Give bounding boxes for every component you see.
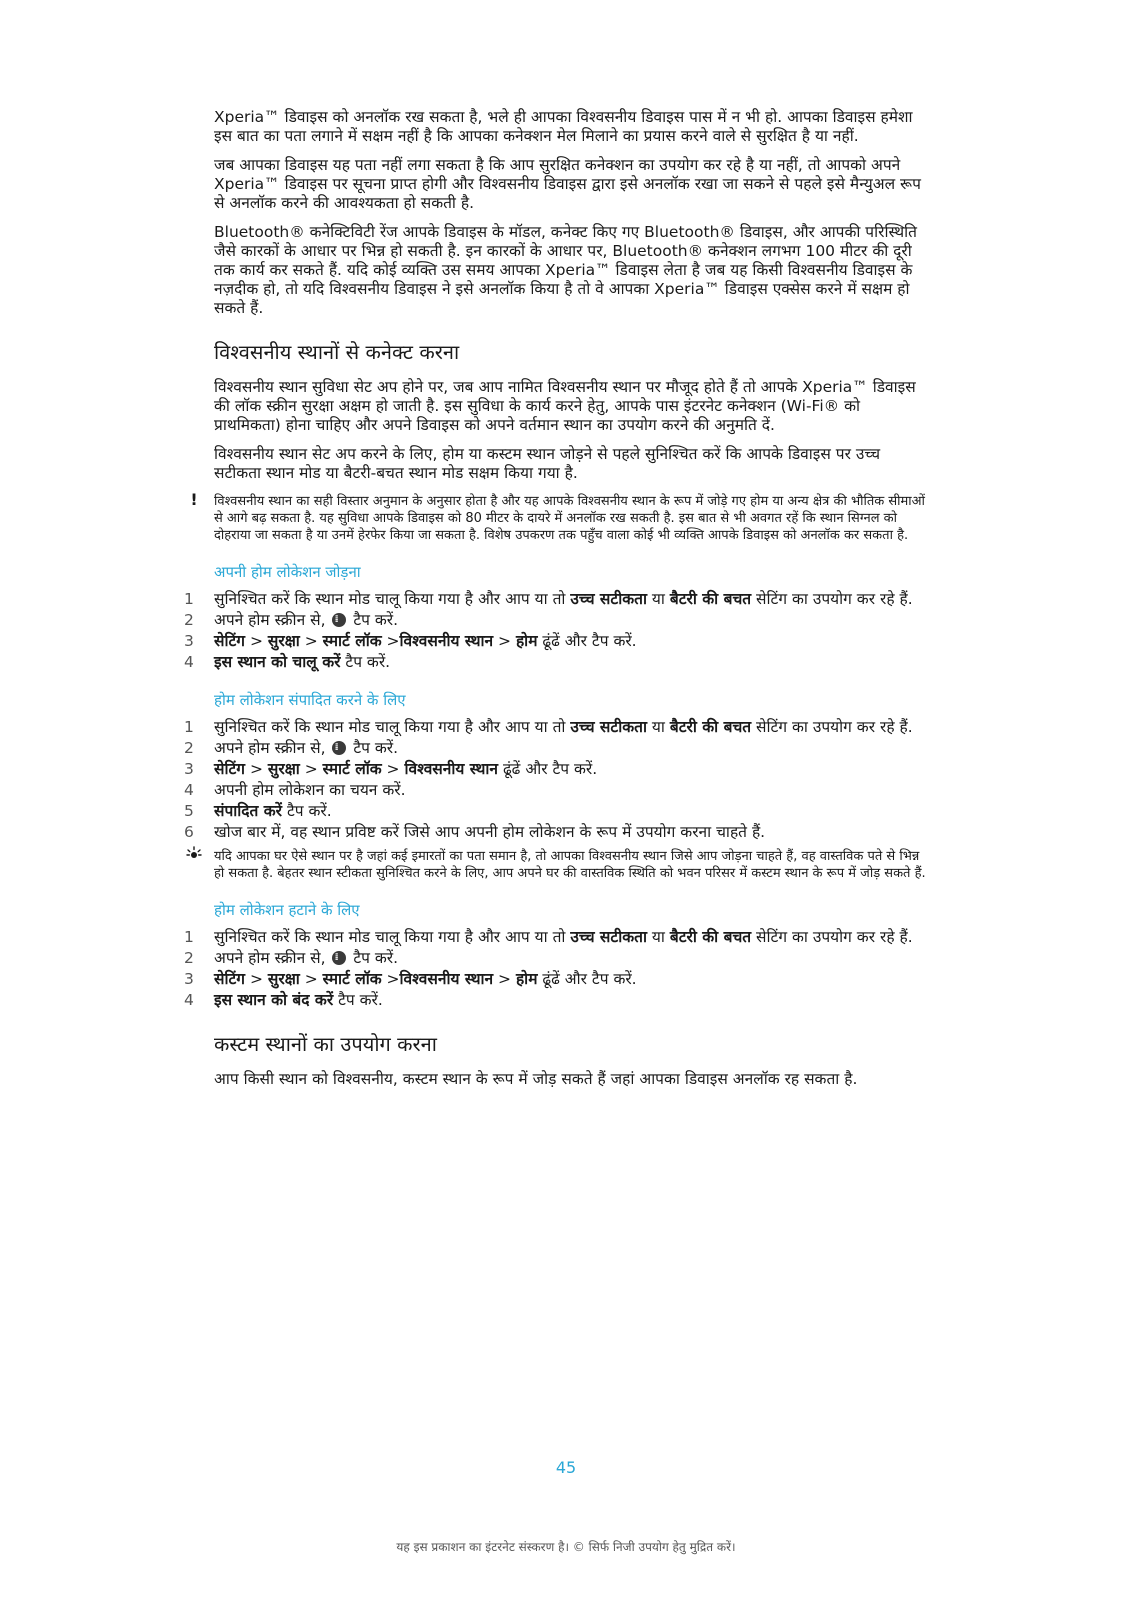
subheading-edit-home: होम लोकेशन संपादित करने के लिए (214, 691, 406, 709)
footer-text: यह इस प्रकाशन का इंटरनेट संस्करण है। © सिर्फ निजी उपयोग हेतु मुद्रित करें। (396, 1540, 736, 1554)
tip-note-text: यदि आपका घर ऐसे स्थान पर है जहां कई इमारतों का पता समान है, तो आपका विश्वसनीय स्थान जिसे आप जोड़ना चाहते हैं, वह वास्तविक पते से भिन्न हो सकता है. बेहतर स्थान स्टीकता सुनिश्चित करने के लिए, आप अपने घर की वास्तविक स्थिति को भवन परिसर में कस्टम स्थान के रूप में जोड़ सकते हैं. (214, 849, 926, 881)
step-bold: इस स्थान को चालू करें (214, 653, 341, 671)
section-paragraph: विश्वसनीय स्थान सुविधा सेट अप होने पर, जब आप नामित विश्वसनीय स्थान पर मौजूद होते हैं तो आपके Xperia™ डिवाइस की लॉक स्क्रीन सुरक्षा अक्षम हो जाती है. इस सुविधा के कार्य करने हेतु, आपके पास इंटरनेट कनेक्शन (Wi-Fi® को प्राथमिकता) होना चाहिए और अपने डिवाइस को अपने वर्तमान स्थान का उपयोग करने की अनुमति दें. (214, 378, 916, 434)
step-text: या (647, 590, 670, 608)
step-text: टैप करें. (348, 739, 399, 757)
step-bold: इस स्थान को बंद करें (214, 991, 334, 1009)
step-bold: बैटरी की बचत (669, 928, 752, 946)
step-item (184, 653, 926, 672)
step-text: या (647, 928, 670, 946)
step-bold: विश्वसनीय स्थान (399, 632, 494, 650)
step-item (184, 823, 926, 842)
step-bold: संपादित करें (214, 802, 283, 820)
subheading-remove-home: होम लोकेशन हटाने के लिए (214, 901, 360, 919)
step-text: अपने होम स्क्रीन से, (214, 949, 331, 967)
subheading-add-home: अपनी होम लोकेशन जोड़ना (214, 563, 361, 581)
step-text: खोज बार में, वह स्थान प्रविष्ट करें जिसे आप अपनी होम लोकेशन के रूप में उपयोग करना चाहते हैं. (214, 823, 766, 841)
step-bold: बैटरी की बचत (669, 590, 752, 608)
step-text: अपने होम स्क्रीन से, (214, 611, 331, 629)
step-number: 4 (184, 653, 194, 671)
step-number: 5 (184, 802, 194, 820)
step-text: > (299, 760, 323, 778)
step-bold: सेटिंग (214, 632, 246, 650)
intro-paragraph: जब आपका डिवाइस यह पता नहीं लगा सकता है कि आप सुरक्षित कनेक्शन का उपयोग कर रहे है या नहीं, तो आपको अपने Xperia™ डिवाइस पर सूचना प्राप्त होगी और विश्वसनीय डिवाइस द्वारा इसे अनलॉक रखा जा सकने से पहले इसे मैन्युअल रूप से अनलॉक करने की आवश्यकता हो सकती है. (214, 156, 921, 212)
step-bold: विश्वसनीय स्थान (404, 760, 499, 778)
step-bold: स्मार्ट लॉक (322, 970, 382, 988)
step-number: 2 (184, 739, 194, 757)
step-number: 6 (184, 823, 194, 841)
step-text: अपने होम स्क्रीन से, (214, 739, 331, 757)
step-text: > (299, 632, 323, 650)
step-bold: स्मार्ट लॉक (322, 760, 382, 778)
content-column (184, 108, 926, 1099)
step-bold: उच्च सटीकता (570, 590, 647, 608)
step-text: सेटिंग का उपयोग कर रहे हैं. (751, 718, 913, 736)
step-text: टैप करें. (282, 802, 332, 820)
step-item (184, 802, 926, 821)
step-text: अपनी होम लोकेशन का चयन करें. (214, 781, 406, 799)
page-number: 45 (555, 1458, 577, 1477)
step-text: > (299, 970, 323, 988)
step-bold: विश्वसनीय स्थान (399, 970, 494, 988)
step-number: 3 (184, 970, 194, 988)
apps-icon (332, 613, 346, 627)
step-number: 2 (184, 949, 194, 967)
step-bold: बैटरी की बचत (669, 718, 752, 736)
step-text: या (647, 718, 670, 736)
step-text: ढूंढें और टैप करें. (498, 760, 598, 778)
step-text: > (381, 632, 400, 650)
step-item (184, 970, 926, 989)
step-text: > (245, 632, 268, 650)
warning-note-text: विश्वसनीय स्थान का सही विस्तार अनुमान के अनुसार होता है और यह आपके विश्वसनीय स्थान के रूप में जोड़े गए होम या अन्य क्षेत्र की भौतिक सीमाओं से आगे बढ़ सकता है. यह सुविधा आपके डिवाइस को 80 मीटर के दायरे में अनलॉक रख सकती है. इस बात से भी अवगत रहें कि स्थान सिग्नल को दोहराया जा सकता है या उनमें हेरफेर किया जा सकता है. विशेष उपकरण तक पहुँच वाला कोई भी व्यक्ति आपके डिवाइस को अनलॉक कर सकता है. (214, 494, 925, 543)
step-number: 4 (184, 991, 194, 1009)
step-text: सुनिश्चित करें कि स्थान मोड चालू किया गया है और आप या तो (214, 590, 571, 608)
section-paragraph: आप किसी स्थान को विश्वसनीय, कस्टम स्थान के रूप में जोड़ सकते हैं जहां आपका डिवाइस अनलॉक रह सकता है. (214, 1070, 858, 1088)
section-paragraph: विश्वसनीय स्थान सेट अप करने के लिए, होम या कस्टम स्थान जोड़ने से पहले सुनिश्चित करें कि आपके डिवाइस पर उच्च सटीकता स्थान मोड या बैटरी-बचत स्थान मोड सक्षम किया गया है. (214, 445, 881, 482)
section-heading: विश्वसनीय स्थानों से कनेक्ट करना (214, 340, 460, 364)
steps-add-home (184, 590, 926, 672)
step-text: > (493, 632, 516, 650)
step-bold: होम (515, 970, 538, 988)
step-item (184, 781, 926, 800)
step-text: सुनिश्चित करें कि स्थान मोड चालू किया गया है और आप या तो (214, 928, 571, 946)
step-text: > (493, 970, 516, 988)
step-bold: उच्च सटीकता (570, 718, 647, 736)
step-bold: स्मार्ट लॉक (322, 632, 382, 650)
step-text: सेटिंग का उपयोग कर रहे हैं. (751, 928, 913, 946)
step-item (184, 760, 926, 779)
step-text: > (245, 970, 268, 988)
step-text: ढूंढें और टैप करें. (537, 632, 637, 650)
step-item (184, 611, 926, 630)
step-text: टैप करें. (348, 949, 399, 967)
step-bold: उच्च सटीकता (570, 928, 647, 946)
step-item (184, 928, 926, 947)
step-bold: सुरक्षा (267, 632, 300, 650)
step-number: 3 (184, 760, 194, 778)
step-text: > (381, 970, 400, 988)
steps-remove-home (184, 928, 926, 1010)
step-bold: सेटिंग (214, 760, 246, 778)
step-item (184, 718, 926, 737)
step-item (184, 632, 926, 651)
lightbulb-icon (184, 846, 204, 862)
apps-icon (332, 951, 346, 965)
tip-note (214, 848, 926, 882)
step-text: ढूंढें और टैप करें. (537, 970, 637, 988)
step-bold: सुरक्षा (267, 760, 300, 778)
step-number: 1 (184, 718, 194, 736)
steps-edit-home (184, 718, 926, 842)
step-bold: होम (515, 632, 538, 650)
section-heading: कस्टम स्थानों का उपयोग करना (214, 1032, 437, 1056)
step-bold: सुरक्षा (267, 970, 300, 988)
intro-paragraph: Xperia™ डिवाइस को अनलॉक रख सकता है, भले ही आपका विश्वसनीय डिवाइस पास में न भी हो. आपका डिवाइस हमेशा इस बात का पता लगाने में सक्षम नहीं है कि आपका कनेक्शन मेल मिलाने का प्रयास करने वाले से सुरक्षित है या नहीं. (214, 108, 913, 145)
warning-icon: ! (190, 490, 198, 509)
step-item (184, 991, 926, 1010)
step-text: टैप करें. (348, 611, 399, 629)
step-bold: सेटिंग (214, 970, 246, 988)
warning-note (190, 490, 926, 544)
apps-icon (332, 741, 346, 755)
step-text: > (381, 760, 405, 778)
step-number: 1 (184, 590, 194, 608)
step-text: टैप करें. (333, 991, 383, 1009)
step-number: 2 (184, 611, 194, 629)
step-item (184, 739, 926, 758)
step-number: 4 (184, 781, 194, 799)
step-number: 3 (184, 632, 194, 650)
step-text: सुनिश्चित करें कि स्थान मोड चालू किया गया है और आप या तो (214, 718, 571, 736)
step-number: 1 (184, 928, 194, 946)
step-item (184, 590, 926, 609)
step-text: सेटिंग का उपयोग कर रहे हैं. (751, 590, 913, 608)
intro-paragraph: Bluetooth® कनेक्टिविटी रेंज आपके डिवाइस के मॉडल, कनेक्ट किए गए Bluetooth® डिवाइस, और आपकी परिस्थिति जैसे कारकों के आधार पर भिन्न हो सकती है. इन कारकों के आधार पर, Bluetooth® कनेक्शन लगभग 100 मीटर की दूरी तक कार्य कर सकते हैं. यदि कोई व्यक्ति उस समय आपका Xperia™ डिवाइस लेता है जब यह किसी विश्वसनीय डिवाइस के नज़दीक हो, तो यदि विश्वसनीय डिवाइस ने इसे अनलॉक किया है तो वे आपका Xperia™ डिवाइस एक्सेस करने में सक्षम हो सकते हैं. (214, 223, 917, 317)
step-text: > (245, 760, 268, 778)
step-item (184, 949, 926, 968)
step-text: टैप करें. (340, 653, 391, 671)
